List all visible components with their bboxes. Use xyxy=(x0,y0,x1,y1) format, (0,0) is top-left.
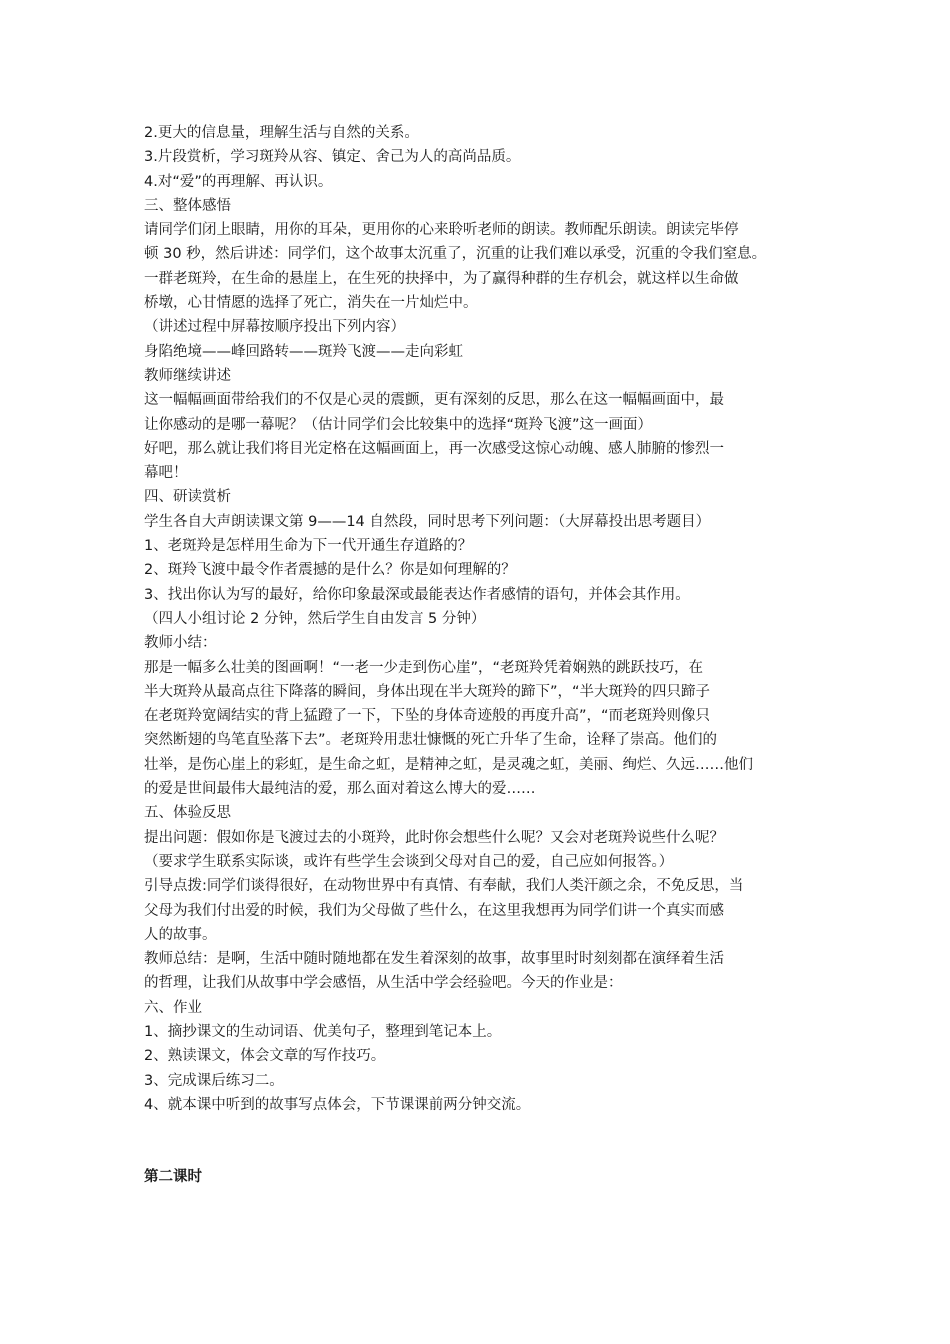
text-line: 2、斑羚飞渡中最令作者震撼的是什么？你是如何理解的？ xyxy=(144,562,516,579)
text-line: 教师继续讲述 xyxy=(144,367,231,384)
text-line: 的爱是世间最伟大最纯洁的爱，那么面对着这么博大的爱…… xyxy=(144,781,536,798)
text-line: 3.片段赏析，学习斑羚从容、镇定、舍己为人的高尚品质。 xyxy=(144,149,521,166)
document-page xyxy=(144,121,816,1189)
text-line: （要求学生联系实际谈，或许有些学生会谈到父母对自己的爱，自己应如何报答。） xyxy=(144,853,674,870)
text-line: 的哲理，让我们从故事中学会感悟，从生活中学会经验吧。今天的作业是： xyxy=(144,975,623,992)
text-line: 四、研读赏析 xyxy=(144,489,231,506)
text-line: 那是一幅多么壮美的图画啊！“一老一少走到伤心崖”，“老斑羚凭着娴熟的跳跃技巧，在 xyxy=(144,659,704,676)
text-line: 引导点拨:同学们谈得很好，在动物世界中有真情、有奉献，我们人类汗颜之余，不免反思，当 xyxy=(144,878,744,895)
text-line: 4、就本课中听到的故事写点体会，下节课课前两分钟交流。 xyxy=(144,1096,531,1113)
text-line: 壮举，是伤心崖上的彩虹，是生命之虹，是精神之虹，是灵魂之虹，美丽、绚烂、久远……他们 xyxy=(144,756,753,773)
text-line: 幕吧！ xyxy=(144,465,188,482)
text-line: 父母为我们付出爱的时候，我们为父母做了些什么，在这里我想再为同学们讲一个真实而感 xyxy=(144,902,724,919)
text-line: 教师小结： xyxy=(144,635,217,652)
text-line: 3、找出你认为写的最好，给你印象最深或最能表达作者感情的语句，并体会其作用。 xyxy=(144,586,690,603)
text-line: 提出问题：假如你是飞渡过去的小斑羚，此时你会想些什么呢？又会对老斑羚说些什么呢？ xyxy=(144,829,724,846)
text-line: 人的故事。 xyxy=(144,926,217,943)
text-line: 桥墩，心甘情愿的选择了死亡，消失在一片灿烂中。 xyxy=(144,295,478,312)
document-body xyxy=(144,121,816,1117)
text-line: 请同学们闭上眼睛，用你的耳朵，更用你的心来聆听老师的朗读。教师配乐朗读。朗读完毕停 xyxy=(144,222,739,239)
text-line: 三、整体感悟 xyxy=(144,197,231,214)
text-line: 身陷绝境——峰回路转——斑羚飞渡——走向彩虹 xyxy=(144,343,463,360)
section-gap xyxy=(144,1117,816,1165)
text-line: 2.更大的信息量，理解生活与自然的关系。 xyxy=(144,125,419,141)
text-line: 让你感动的是哪一幕呢？（估计同学们会比较集中的选择“斑羚飞渡”这一画面） xyxy=(144,416,653,433)
text-line: （四人小组讨论 2 分钟，然后学生自由发言 5 分钟） xyxy=(144,610,486,627)
lesson-heading: 第二课时 xyxy=(144,1169,202,1186)
text-line: 突然断翅的鸟笔直坠落下去”。老斑羚用悲壮慷慨的死亡升华了生命，诠释了崇高。他们的 xyxy=(144,732,718,749)
text-line: （讲述过程中屏幕按顺序投出下列内容） xyxy=(144,319,405,336)
text-line: 1、摘抄课文的生动词语、优美句子，整理到笔记本上。 xyxy=(144,1023,502,1040)
text-line: 1、老斑羚是怎样用生命为下一代开通生存道路的？ xyxy=(144,538,473,555)
text-line: 2、熟读课文，体会文章的写作技巧。 xyxy=(144,1048,386,1065)
text-line: 一群老斑羚，在生命的悬崖上，在生死的抉择中，为了赢得种群的生存机会，就这样以生命做 xyxy=(144,270,739,287)
text-line: 顿 30 秒，然后讲述：同学们，这个故事太沉重了，沉重的让我们难以承受，沉重的令我们窒息。 xyxy=(144,246,767,263)
text-line: 教师总结：是啊，生活中随时随地都在发生着深刻的故事，故事里时时刻刻都在演绎着生活 xyxy=(144,951,724,968)
text-line: 六、作业 xyxy=(144,999,202,1016)
text-line: 五、体验反思 xyxy=(144,805,231,822)
text-line: 好吧，那么就让我们将目光定格在这幅画面上，再一次感受这惊心动魄、感人肺腑的惨烈一 xyxy=(144,440,724,457)
text-line: 4.对“爱”的再理解、再认识。 xyxy=(144,173,333,190)
text-line: 这一幅幅画面带给我们的不仅是心灵的震颤，更有深刻的反思，那么在这一幅幅画面中，最 xyxy=(144,392,724,409)
text-line: 3、完成课后练习二。 xyxy=(144,1072,284,1089)
text-line: 在老斑羚宽阔结实的背上猛蹬了一下，下坠的身体奇迹般的再度升高”，“而老斑羚则像只 xyxy=(144,708,711,725)
text-line: 学生各自大声朗读课文第 9——14 自然段，同时思考下列问题：（大屏幕投出思考题目） xyxy=(144,513,711,530)
text-line: 半大斑羚从最高点往下降落的瞬间，身体出现在半大斑羚的蹄下”，“半大斑羚的四只蹄子 xyxy=(144,683,711,700)
